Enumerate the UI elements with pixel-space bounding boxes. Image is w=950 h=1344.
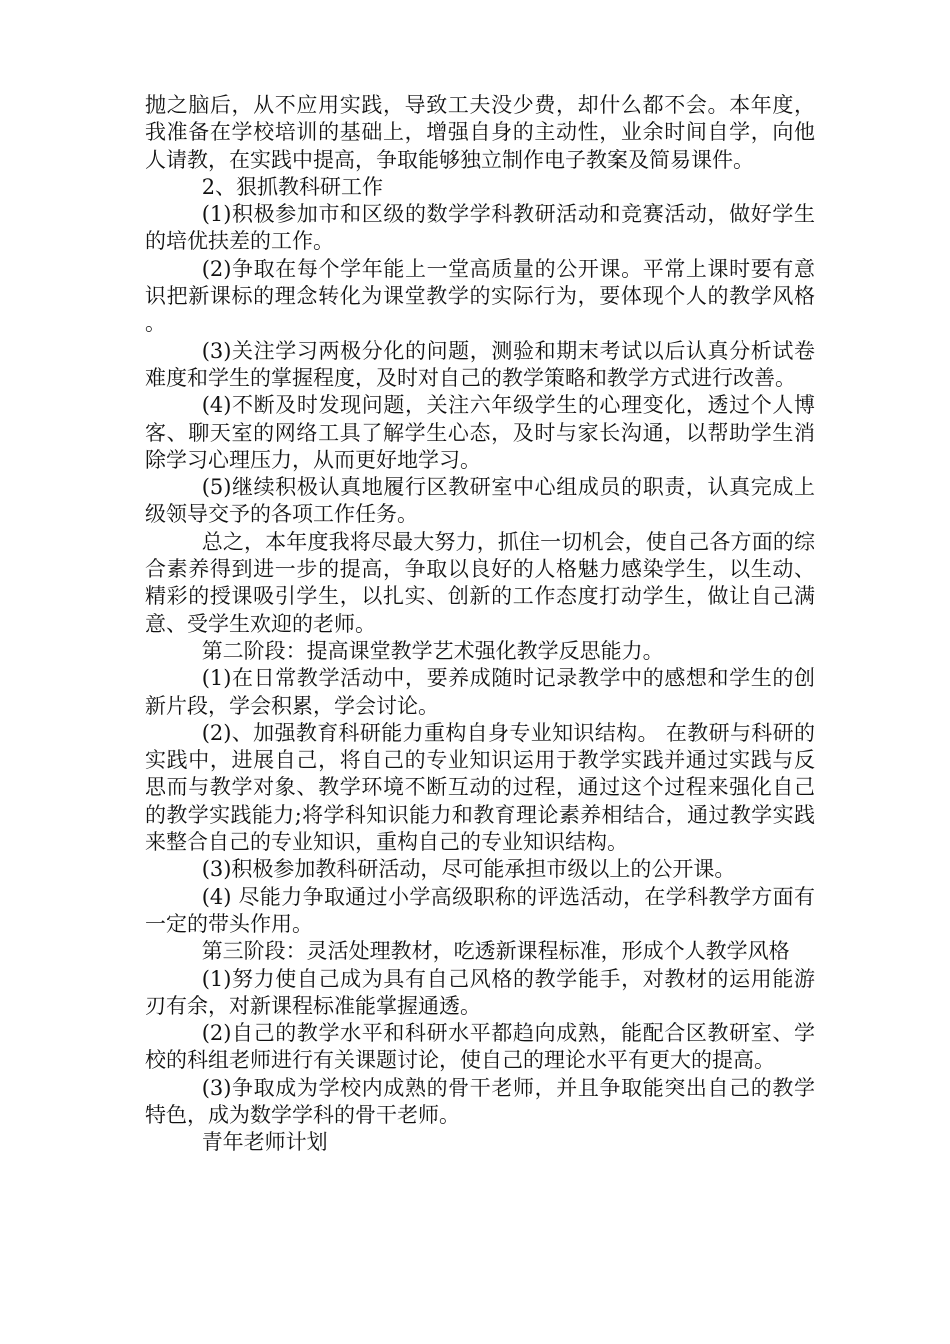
paragraph-1: 抛之脑后，从不应用实践，导致工夫没少费，却什么都不会。本年度，我准备在学校培训的基础上，增强自身的主动性，业余时间自学，向他人请教，在实践中提高，争取能够独立制作电子教案及简易课件。 xyxy=(145,93,815,172)
closing-title: 青年老师计划 xyxy=(201,1130,328,1155)
stage-two-item-1: (1)在日常教学活动中，要养成随时记录教学中的感想和学生的创新片段，学会积累，学会讨论。 xyxy=(145,666,815,718)
stage-two-item-4: (4) 尽能力争取通过小学高级职称的评选活动，在学科教学方面有一定的带头作用。 xyxy=(145,884,815,936)
summary-paragraph: 总之，本年度我将尽最大努力，抓住一切机会，使自己各方面的综合素养得到进一步的提高，争取以良好的人格魅力感染学生，以生动、精彩的授课吸引学生，以扎实、创新的工作态度打动学生，做让自己满意、受学生欢迎的老师。 xyxy=(145,529,815,636)
stage-three-item-1: (1)努力使自己成为具有自己风格的教学能手，对教材的运用能游刃有余，对新课程标准能掌握通透。 xyxy=(145,966,815,1018)
stage-two-item-3: (3)积极参加教科研活动，尽可能承担市级以上的公开课。 xyxy=(201,857,736,882)
list-item-3: (3)关注学习两极分化的问题，测验和期末考试以后认真分析试卷难度和学生的掌握程度，及时对自己的教学策略和教学方式进行改善。 xyxy=(145,338,815,390)
section-heading-research: 2、狠抓教科研工作 xyxy=(201,174,384,199)
stage-two-item-2: (2)、加强教育科研能力重构自身专业知识结构。 在教研与科研的实践中，进展自己，将自己的专业知识运用于教学实践并通过实践与反思而与教学对象、教学环境不断互动的过程，通过这个过程来强化自己的教学实践能力;将学科知识能力和教育理论素养相结合，通过教学实践来整合自己的专业知识，重构自己的专业知识结构。 xyxy=(145,720,815,855)
list-item-5: (5)继续积极认真地履行区教研室中心组成员的职责，认真完成上级领导交予的各项工作任务。 xyxy=(145,475,815,527)
stage-three-item-2: (2)自己的教学水平和科研水平都趋向成熟，能配合区教研室、学校的科组老师进行有关课题讨论，使自己的理论水平有更大的提高。 xyxy=(145,1021,815,1073)
document-body xyxy=(145,92,815,1157)
list-item-4: (4)不断及时发现问题，关注六年级学生的心理变化，透过个人博客、聊天室的网络工具了解学生心态，及时与家长沟通，以帮助学生消除学习心理压力，从而更好地学习。 xyxy=(145,393,815,472)
stage-three-item-3: (3)争取成为学校内成熟的骨干老师，并且争取能突出自己的教学特色，成为数学学科的骨干老师。 xyxy=(145,1075,815,1127)
stage-two-heading: 第二阶段：提高课堂教学艺术强化教学反思能力。 xyxy=(201,638,664,663)
list-item-1: (1)积极参加市和区级的数学学科教研活动和竞赛活动，做好学生的培优扶差的工作。 xyxy=(145,202,815,254)
stage-three-heading: 第三阶段：灵活处理教材，吃透新课程标准，形成个人教学风格 xyxy=(201,939,790,964)
list-item-2: (2)争取在每个学年能上一堂高质量的公开课。平常上课时要有意识把新课标的理念转化为课堂教学的实际行为，要体现个人的教学风格。 xyxy=(145,256,815,336)
